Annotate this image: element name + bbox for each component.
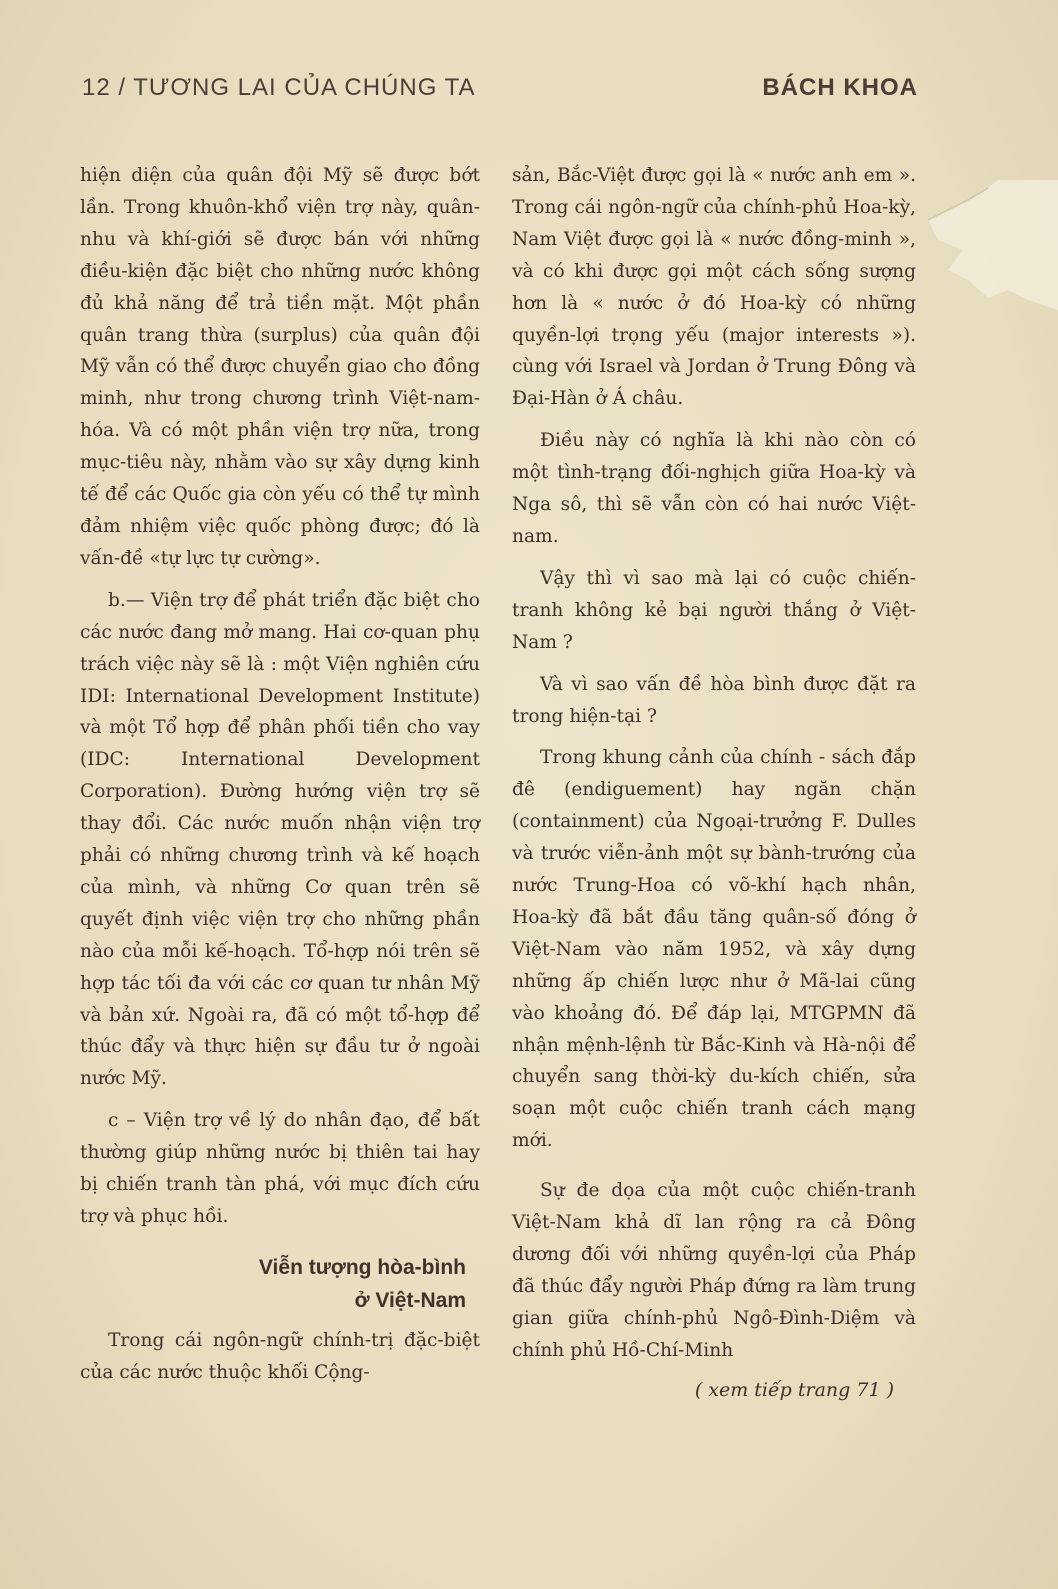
paragraph: hiện diện của quân đội Mỹ sẽ được bớt lần. Trong khuôn-khổ viện trợ này, quân-nhu và khí-giới sẽ được bán với những điều-kiện đặc biệt cho những nước không đủ khả năng để trả tiền mặt. Một phần quân trang thừa (surplus) của quân đội Mỹ vẫn có thể được chuyển giao cho đồng minh, như trong chương trình Việt-nam-hóa. Và có một phần viện trợ nữa, trong mục-tiêu này, nhằm vào sự xây dựng kinh tế để các Quốc gia còn yếu có thể tự mình đảm nhiệm việc quốc phòng được; đó là vấn-đề «tự lực tự cường». bbox=[80, 165, 480, 569]
paragraph: Sự đe dọa của một cuộc chiến-tranh Việt-Nam khả dĩ lan rộng ra cả Đông dương đối với những quyền-lợi của Pháp đã thúc đẩy người Pháp đứng ra làm trung gian giữa chính-phủ Ngô-Đình-Diệm và chính phủ Hồ-Chí-Minh bbox=[512, 1180, 916, 1361]
page-header bbox=[82, 74, 918, 114]
section-heading-line: ở Việt-Nam bbox=[354, 1288, 466, 1312]
right-column bbox=[512, 160, 916, 1407]
continued-note: ( xem tiếp trang 71 ) bbox=[694, 1378, 894, 1401]
paper-tear-mark bbox=[928, 180, 1058, 310]
paragraph: sản, Bắc-Việt được gọi là « nước anh em ». Trong cái ngôn-ngữ của chính-phủ Hoa-kỳ, Nam Việt được gọi là « nước đồng-minh », và có khi được gọi một cách sống sượng hơn là « nước ở đó Hoa-kỳ có những quyền-lợi trọng yếu (major interests »). cùng với Israel và Jordan ở Trung Đông và Đại-Hàn ở Á châu. bbox=[512, 165, 916, 410]
section-heading-line: Viễn tượng hòa-bình bbox=[258, 1255, 466, 1279]
paragraph: c – Viện trợ về lý do nhân đạo, để bất thường giúp những nước bị thiên tai hay bị chiến tranh tàn phá, với mục đích cứu trợ và phục hồi. bbox=[80, 1110, 480, 1227]
paragraph: Và vì sao vấn đề hòa bình được đặt ra trong hiện-tại ? bbox=[512, 673, 916, 727]
magazine-name: BÁCH KHOA bbox=[762, 74, 918, 101]
paragraph: Trong cái ngôn-ngữ chính-trị đặc-biệt của các nước thuộc khối Cộng- bbox=[80, 1329, 480, 1383]
page-title: 12 / TƯƠNG LAI CỦA CHÚNG TA bbox=[82, 74, 476, 101]
paragraph: Trong khung cảnh của chính - sách đắp đê (endiguement) hay ngăn chặn (containment) của Ngoại-trưởng F. Dulles và trước viễn-ảnh một sự bành-trướng của nước Trung-Hoa có võ-khí hạch nhân, Hoa-kỳ đã bắt đầu tăng quân-số đóng ở Việt-Nam vào năm 1952, và xây dựng những ấp chiến lược như ở Mã-lai cũng vào khoảng đó. Để đáp lại, MTGPMN đã nhận mệnh-lệnh từ Bắc-Kinh và Hà-nội để chuyển sang thời-kỳ du-kích chiến, sửa soạn một cuộc chiến tranh cách mạng mới. bbox=[512, 747, 916, 1152]
paragraph: b.— Viện trợ để phát triển đặc biệt cho các nước đang mở mang. Hai cơ-quan phụ trách việc này sẽ là : một Viện nghiên cứu IDI: International Development Institute) và một Tổ hợp để phân phối tiền cho vay (IDC: International Development Corporation). Đường hướng viện trợ sẽ thay đổi. Các nước muốn nhận viện trợ phải có những chương trình và kế hoạch của mình, và những Cơ quan trên sẽ quyết định việc viện trợ cho những phần nào của mỗi kế-hoạch. Tổ-hợp nói trên sẽ hợp tác tối đa với các cơ quan tư nhân Mỹ và bản xứ. Ngoài ra, đã có một tổ-hợp để thúc đẩy và thực hiện sự đầu tư ở ngoài nước Mỹ. bbox=[80, 589, 480, 1090]
left-column bbox=[80, 160, 480, 1389]
section-heading bbox=[80, 1251, 480, 1317]
paragraph: Điều này có nghĩa là khi nào còn có một tình-trạng đối-nghịch giữa Hoa-kỳ và Nga sô, thì sẽ vẫn còn có hai nước Việt-nam. bbox=[512, 430, 916, 547]
paragraph: Vậy thì vì sao mà lại có cuộc chiến-tranh không kẻ bại người thắng ở Việt-Nam ? bbox=[512, 567, 916, 653]
